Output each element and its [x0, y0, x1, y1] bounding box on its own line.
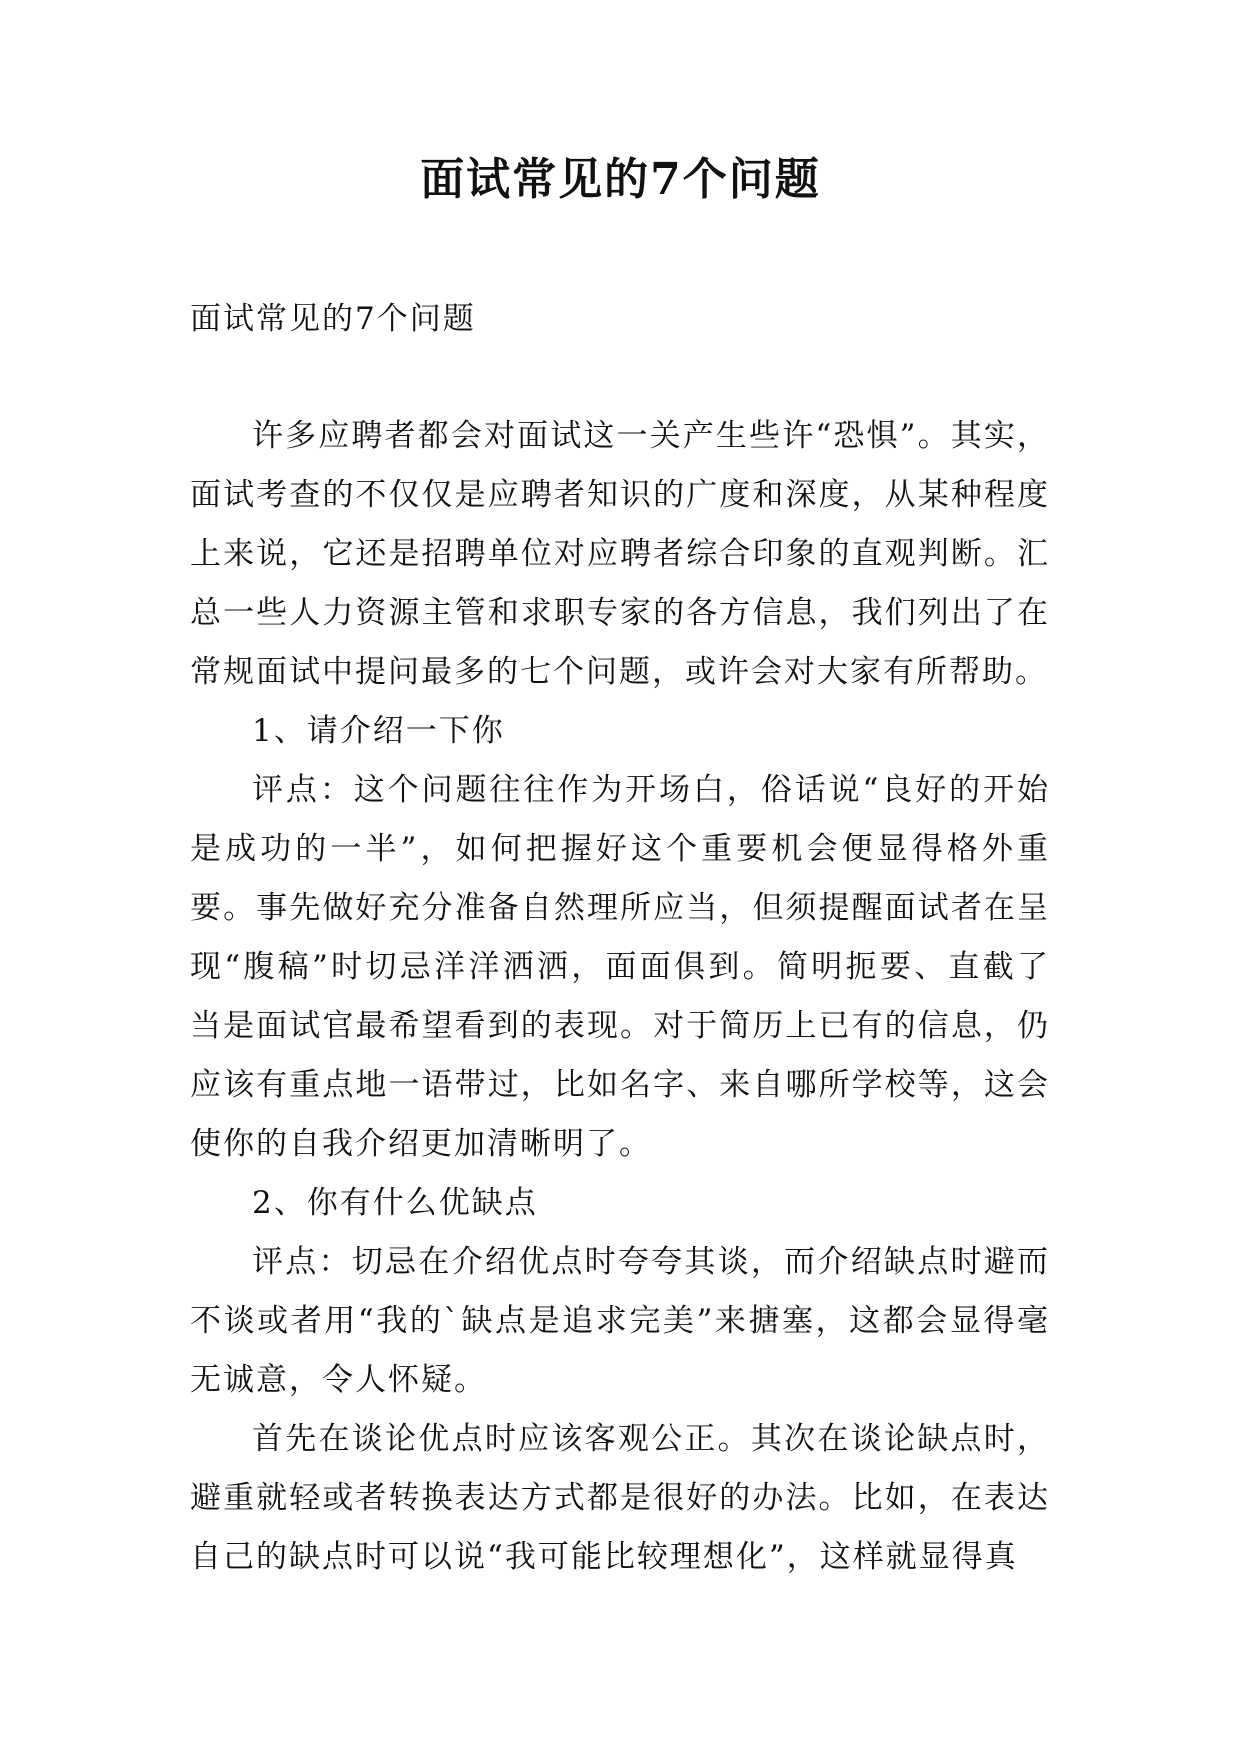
- question-2-heading: 2、你有什么优缺点: [252, 1185, 538, 1221]
- intro-paragraph: 许多应聘者都会对面试这一关产生些许“恐惧”。其实，面试考查的不仅仅是应聘者知识的广度和深度，从某种程度上来说，它还是招聘单位对应聘者综合印象的直观判断。汇总一些人力资源主管和求职专家的各方信息，我们列出了在常规面试中提问最多的七个问题，或许会对大家有所帮助。: [190, 418, 1050, 690]
- document-body: [190, 290, 1050, 1587]
- question-2-comment: 评点：切忌在介绍优点时夸夸其谈，而介绍缺点时避而不谈或者用“我的`缺点是追求完美”来搪塞，这都会显得毫无诚意，令人怀疑。: [190, 1244, 1050, 1398]
- document-title: 面试常见的7个问题: [420, 154, 821, 205]
- question-1-heading: 1、请介绍一下你: [252, 713, 505, 749]
- question-2-advice: 首先在谈论优点时应该客观公正。其次在谈论缺点时，避重就轻或者转换表达方式都是很好的办法。比如，在表达自己的缺点时可以说“我可能比较理想化”，这样就显得真: [190, 1421, 1050, 1575]
- question-1-comment: 评点：这个问题往往作为开场白，俗话说“良好的开始是成功的一半”，如何把握好这个重要机会便显得格外重要。事先做好充分准备自然理所应当，但须提醒面试者在呈现“腹稿”时切忌洋洋洒洒，面面俱到。简明扼要、直截了当是面试官最希望看到的表现。对于简历上已有的信息，仍应该有重点地一语带过，比如名字、来自哪所学校等，这会使你的自我介绍更加清晰明了。: [190, 772, 1050, 1162]
- document-subtitle: 面试常见的7个问题: [190, 301, 476, 337]
